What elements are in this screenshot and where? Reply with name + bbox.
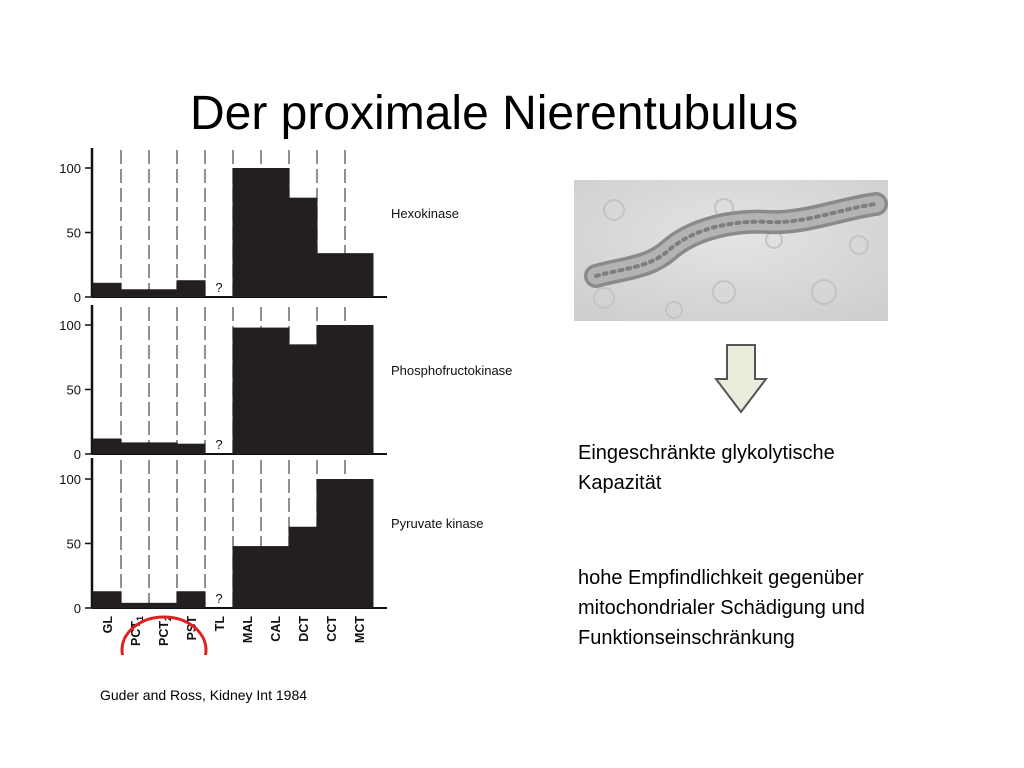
- y-tick-label: 100: [59, 318, 81, 333]
- bar: [149, 603, 178, 608]
- bar: [289, 527, 318, 608]
- x-tick-label: TL: [213, 616, 227, 632]
- y-tick-label: 100: [59, 161, 81, 176]
- tubule-micrograph: [574, 180, 888, 321]
- bar: [149, 442, 178, 454]
- bar: [261, 546, 290, 608]
- y-tick-label: 50: [66, 382, 81, 398]
- bar: [317, 479, 346, 608]
- down-arrow-icon: [713, 343, 769, 415]
- x-tick-label: PST: [185, 616, 199, 641]
- x-tick-label: $PCT_1$: [129, 616, 145, 647]
- bar: [261, 328, 290, 454]
- x-tick-label: $PCT_2$: [157, 616, 173, 647]
- bar: [261, 168, 290, 297]
- y-tick-label: 0: [73, 447, 81, 462]
- bar: [317, 253, 346, 297]
- note-mitochondrial-sensitivity: hohe Empfindlichkeit gegenüber mitochondrialer Schädigung und Funktionseinschränkung: [578, 567, 865, 649]
- bar-annotation: ?: [215, 437, 223, 452]
- panel-title: Hexokinase: [391, 206, 459, 221]
- bar: [93, 439, 122, 454]
- x-tick-label: GL: [101, 616, 115, 634]
- x-tick-label: DCT: [297, 616, 311, 642]
- bar: [345, 479, 374, 608]
- y-tick-label: 100: [59, 472, 81, 487]
- bar: [177, 591, 206, 608]
- bar: [233, 546, 262, 608]
- bar: [121, 603, 150, 608]
- bar: [177, 280, 206, 297]
- y-tick-label: 0: [73, 601, 81, 616]
- bar-annotation: ?: [215, 591, 223, 606]
- panel-title: Pyruvate kinase: [391, 516, 484, 531]
- bar: [233, 168, 262, 297]
- y-tick-label: 50: [66, 536, 81, 552]
- x-tick-label: CAL: [269, 616, 283, 642]
- bar: [93, 591, 122, 608]
- bar: [121, 289, 150, 297]
- y-tick-label: 50: [66, 225, 81, 241]
- bar: [121, 442, 150, 454]
- chart-panel: [59, 305, 512, 462]
- x-tick-label: CCT: [325, 616, 339, 642]
- bar: [345, 325, 374, 454]
- bar-annotation: ?: [215, 280, 223, 295]
- note-glycolytic-capacity: Eingeschränkte glykolytische Kapazität: [578, 442, 835, 494]
- chart-panel: [59, 458, 483, 616]
- citation: Guder and Ross, Kidney Int 1984: [100, 687, 308, 703]
- slide-title: Der proximale Nierentubulus: [190, 87, 799, 140]
- bar: [289, 198, 318, 297]
- x-tick-label: MAL: [241, 616, 255, 644]
- x-tick-label: MCT: [353, 616, 367, 644]
- bar: [149, 289, 178, 297]
- bar: [177, 444, 206, 454]
- panel-title: Phosphofructokinase: [391, 363, 513, 378]
- y-tick-label: 0: [73, 290, 81, 305]
- bar: [317, 325, 346, 454]
- bar: [345, 253, 374, 297]
- bar: [289, 344, 318, 454]
- enzyme-bar-charts: [55, 145, 545, 655]
- chart-panel: [59, 148, 459, 305]
- bar: [233, 328, 262, 454]
- bar: [93, 283, 122, 297]
